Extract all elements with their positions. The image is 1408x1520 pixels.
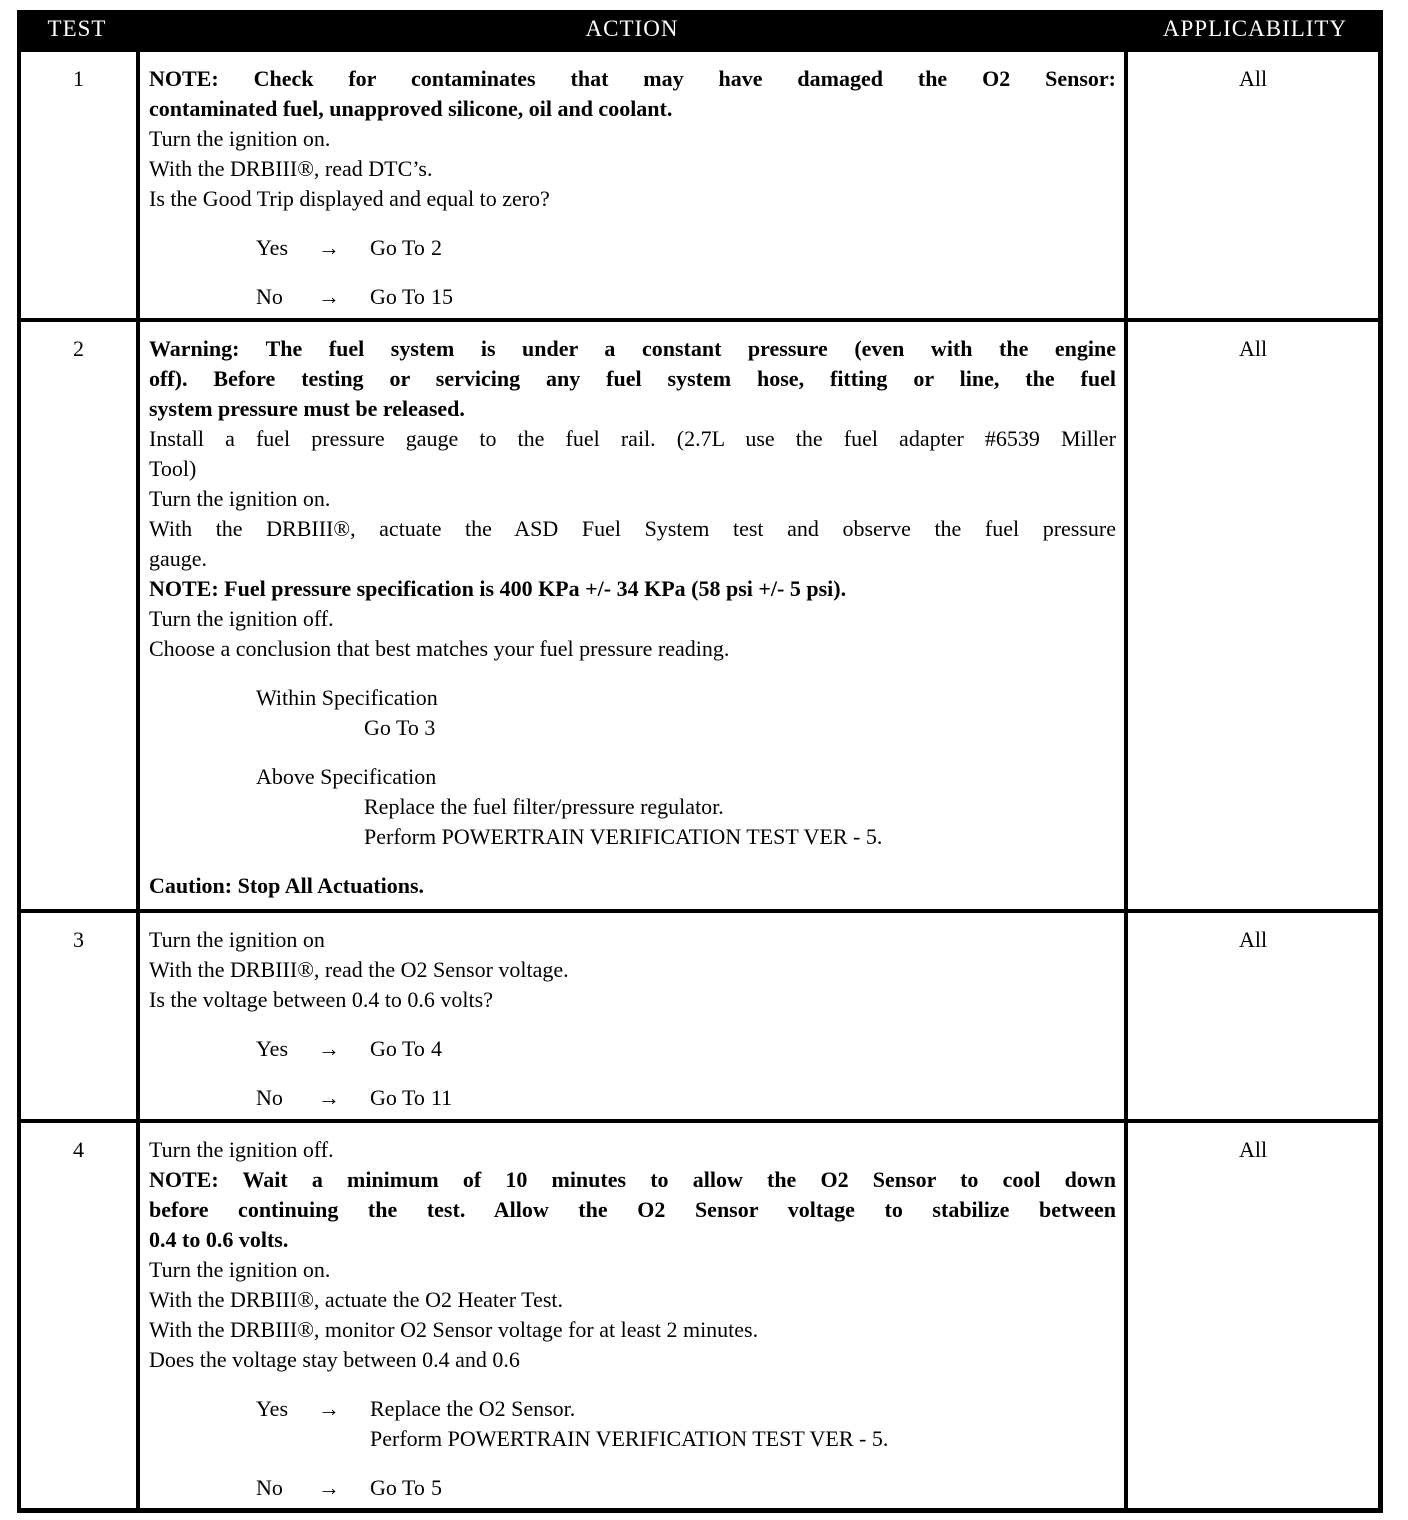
row-3-action — [140, 913, 1124, 1119]
row-4-action — [140, 1123, 1124, 1508]
option-answer: Yes — [256, 235, 289, 260]
header-action: ACTION — [585, 16, 679, 41]
conclusion-label: Above Specification — [256, 764, 437, 789]
row-3-test-number: 3 — [21, 913, 136, 1119]
arrow-icon: → — [318, 1085, 340, 1110]
row-2-line: NOTE: Fuel pressure specification is 400 KPa +/- 34 KPa (58 psi +/- 5 psi). — [149, 576, 847, 601]
conclusion-result: Go To 3 — [364, 715, 436, 740]
arrow-icon: → — [318, 284, 340, 309]
row-4-applicability: All — [1128, 1123, 1378, 1508]
row-4-option-no — [149, 1473, 1116, 1503]
arrow-icon: → — [318, 235, 340, 260]
row-1-option-no — [149, 282, 1116, 312]
row-2-action — [140, 322, 1124, 909]
row-1-test-number: 1 — [21, 52, 136, 318]
option-goto: Go To — [370, 1085, 425, 1110]
row-4-test-number: 4 — [21, 1123, 136, 1508]
row-1-line: Is the Good Trip displayed and equal to zero? — [149, 186, 550, 211]
row-1-option-yes — [149, 233, 1116, 263]
option-target: 2 — [431, 235, 442, 260]
row-2-line: Choose a conclusion that best matches your fuel pressure reading. — [149, 636, 730, 661]
row-1-line: contaminated fuel, unapproved silicone, oil and coolant. — [149, 96, 673, 121]
option-action: Replace the O2 Sensor. — [370, 1396, 576, 1421]
option-goto: Go To — [370, 284, 425, 309]
row-1-line: With the DRBIII®, read DTC’s. — [149, 156, 433, 181]
row-4-line: With the DRBIII®, actuate the O2 Heater Test. — [149, 1287, 564, 1312]
row-2-line: off). Before testing or servicing any fuel system hose, fitting or line, the fuel — [149, 366, 1116, 391]
row-4-option-yes — [149, 1394, 1116, 1424]
option-goto: Go To — [370, 1036, 425, 1061]
conclusion-label: Within Specification — [256, 685, 438, 710]
row-4-line: With the DRBIII®, monitor O2 Sensor voltage for at least 2 minutes. — [149, 1317, 759, 1342]
caution-text: Caution: Stop All Actuations. — [149, 873, 425, 898]
option-goto: Go To — [370, 235, 425, 260]
option-answer: Yes — [256, 1396, 289, 1421]
row-3-applicability: All — [1128, 913, 1378, 1119]
conclusion-result: Replace the fuel filter/pressure regulator. — [364, 794, 724, 819]
row-4-line: 0.4 to 0.6 volts. — [149, 1227, 289, 1252]
arrow-icon: → — [318, 1396, 340, 1421]
row-3-line: With the DRBIII®, read the O2 Sensor voltage. — [149, 957, 569, 982]
header-test: TEST — [47, 16, 107, 41]
row-4-line: Turn the ignition on. — [149, 1257, 331, 1282]
option-answer: No — [256, 284, 283, 309]
row-2-line: system pressure must be released. — [149, 396, 465, 421]
conclusion-result: Perform POWERTRAIN VERIFICATION TEST VER - 5. — [364, 824, 883, 849]
arrow-icon: → — [318, 1475, 340, 1500]
row-3-line: Turn the ignition on — [149, 927, 325, 952]
row-1-applicability: All — [1128, 52, 1378, 318]
row-2-applicability: All — [1128, 322, 1378, 909]
row-3-option-no — [149, 1083, 1116, 1113]
row-2-line: With the DRBIII®, actuate the ASD Fuel System test and observe the fuel pressure — [149, 516, 1116, 541]
row-2-test-number: 2 — [21, 322, 136, 909]
row-2-line: Install a fuel pressure gauge to the fuel rail. (2.7L use the fuel adapter #6539 Miller — [149, 426, 1116, 451]
row-1-line: Turn the ignition on. — [149, 126, 331, 151]
row-1-line: NOTE: Check for contaminates that may have damaged the O2 Sensor: — [149, 66, 1116, 91]
option-target: 5 — [431, 1475, 442, 1500]
option-target: 4 — [431, 1036, 442, 1061]
row-4-line: Turn the ignition off. — [149, 1137, 334, 1162]
row-3-line: Is the voltage between 0.4 to 0.6 volts? — [149, 987, 493, 1012]
header-applicability: APPLICABILITY — [1162, 16, 1348, 41]
row-2-line: Warning: The fuel system is under a constant pressure (even with the engine — [149, 336, 1116, 361]
row-4-line: before continuing the test. Allow the O2 Sensor voltage to stabilize between — [149, 1197, 1116, 1222]
row-2-line: gauge. — [149, 546, 208, 571]
option-answer: No — [256, 1085, 283, 1110]
row-4-line: Does the voltage stay between 0.4 and 0.6 — [149, 1347, 520, 1372]
option-answer: Yes — [256, 1036, 289, 1061]
option-answer: No — [256, 1475, 283, 1500]
option-target: 15 — [431, 284, 453, 309]
option-target: 11 — [431, 1085, 453, 1110]
row-1-action — [140, 52, 1124, 318]
arrow-icon: → — [318, 1036, 340, 1061]
row-2-line: Turn the ignition on. — [149, 486, 331, 511]
option-goto: Go To — [370, 1475, 425, 1500]
row-2-line: Tool) — [149, 456, 197, 481]
row-4-line: NOTE: Wait a minimum of 10 minutes to allow the O2 Sensor to cool down — [149, 1167, 1116, 1192]
row-3-option-yes — [149, 1034, 1116, 1064]
option-action: Perform POWERTRAIN VERIFICATION TEST VER - 5. — [370, 1426, 889, 1451]
row-4-option-yes-extra — [149, 1424, 1116, 1454]
row-2-line: Turn the ignition off. — [149, 606, 334, 631]
